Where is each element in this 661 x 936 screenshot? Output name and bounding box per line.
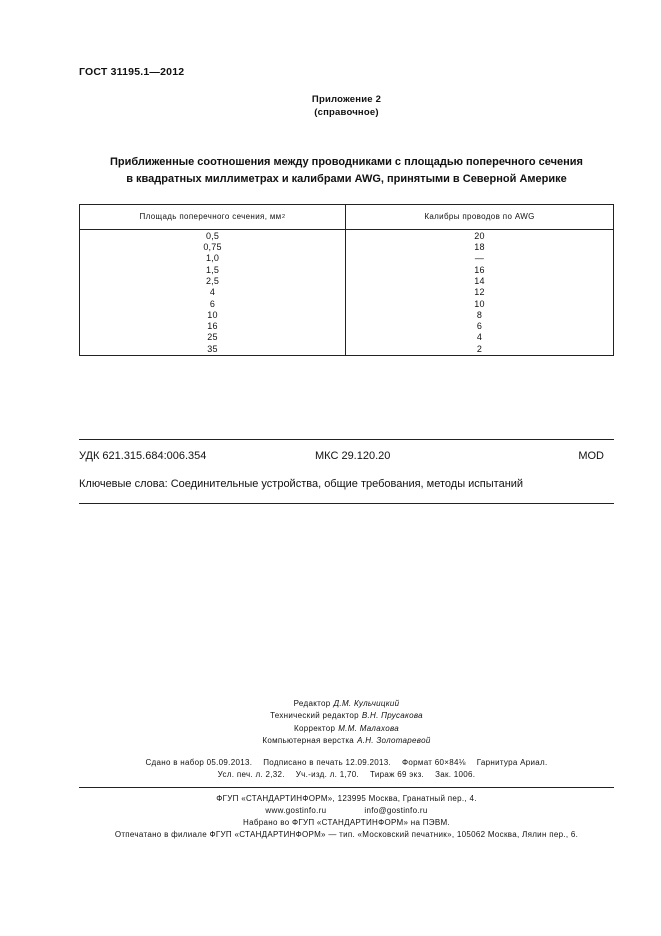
credit-name: Д.М. Кульчицкий	[333, 699, 400, 708]
keywords: Ключевые слова: Соединительные устройства, общие требования, методы испытаний	[79, 478, 524, 490]
typeset-note: Набрано во ФГУП «СТАНДАРТИНФОРМ» на ПЭВМ.	[243, 818, 450, 827]
area-cell: 4	[209, 287, 216, 298]
awg-cell: 4	[476, 332, 483, 343]
credit-corrector	[79, 723, 614, 735]
awg-cell: 16	[474, 264, 485, 275]
order-number: Зак. 1006.	[435, 770, 476, 779]
publisher-info	[79, 793, 614, 841]
area-cell: 25	[207, 332, 218, 343]
print-sheets: Усл. печ. л. 2,32.	[217, 770, 285, 779]
credit-name: М.М. Малахова	[338, 723, 399, 733]
submitted-date: Сдано в набор 05.09.2013.	[145, 758, 253, 767]
credit-role: Компьютерная верстка	[262, 736, 355, 746]
table-title-line-2: в квадратных миллиметрах и калибрами AWG, принятыми в Северной Америке	[126, 172, 567, 185]
classification-row	[79, 449, 604, 463]
awg-column-body	[346, 230, 613, 355]
area-cell: 6	[209, 298, 216, 309]
print-run: Тираж 69 экз.	[370, 770, 425, 779]
awg-cell: 6	[476, 321, 483, 332]
credit-name: А.Н. Золотаревой	[357, 736, 431, 746]
publisher-website: www.gostinfo.ru	[265, 806, 327, 815]
credit-tech-editor	[79, 710, 614, 722]
print-info-line-1	[79, 757, 614, 769]
area-column-header-text: Площадь поперечного сечения, мм	[139, 212, 282, 222]
area-cell: 16	[207, 321, 218, 332]
mod-label: MOD	[578, 450, 604, 462]
appendix-title: Приложение 2	[311, 94, 382, 105]
divider-bottom	[79, 787, 614, 788]
credit-editor	[79, 698, 614, 710]
document-code: ГОСТ 31195.1—2012	[79, 66, 185, 78]
appendix-heading	[79, 93, 614, 119]
awg-cell: 8	[476, 309, 483, 320]
area-cell: 2,5	[205, 275, 220, 286]
area-cell: 0,5	[205, 230, 220, 241]
table-title-line-1: Приближенные соотношения между проводниками с площадью поперечного сечения	[110, 155, 583, 168]
awg-cell: —	[474, 253, 485, 264]
awg-cell: 14	[474, 275, 485, 286]
area-cell: 35	[207, 343, 218, 354]
awg-column	[346, 205, 613, 355]
appendix-subtitle: (справочное)	[314, 107, 379, 118]
paper-format: Формат 60×84⅛	[402, 758, 466, 767]
awg-cell: 18	[474, 242, 485, 253]
publisher-address: ФГУП «СТАНДАРТИНФОРМ», 123995 Москва, Гранатный пер., 4.	[216, 794, 477, 803]
divider-top	[79, 439, 614, 440]
divider-middle	[79, 503, 614, 504]
area-column	[80, 205, 346, 355]
credit-role: Корректор	[293, 723, 336, 733]
udk-code: УДК 621.315.684:006.354	[79, 450, 207, 462]
credit-name: В.Н. Прусакова	[361, 711, 423, 721]
credit-layout	[79, 735, 614, 747]
publisher-email: info@gostinfo.ru	[364, 806, 428, 815]
area-column-body	[80, 230, 345, 355]
awg-column-header: Калибры проводов по AWG	[346, 205, 613, 230]
awg-cell: 2	[476, 343, 483, 354]
signed-date: Подписано в печать 12.09.2013.	[263, 758, 392, 767]
credit-role: Редактор	[293, 699, 331, 708]
credits-block	[79, 698, 614, 748]
typeface: Гарнитура Ариал.	[476, 758, 548, 767]
publisher-sheets: Уч.-изд. л. 1,70.	[295, 770, 359, 779]
area-cell: 10	[207, 309, 218, 320]
area-column-header: Площадь поперечного сечения, мм 2	[80, 205, 345, 230]
awg-cell: 20	[474, 230, 485, 241]
area-cell: 0,75	[203, 242, 222, 253]
awg-conversion-table	[79, 204, 614, 356]
awg-cell: 12	[474, 287, 485, 298]
area-cell: 1,5	[205, 264, 220, 275]
print-info	[79, 757, 614, 781]
credit-role: Технический редактор	[270, 711, 359, 721]
awg-cell: 10	[474, 298, 485, 309]
mks-code: МКС 29.120.20	[315, 450, 391, 462]
table-title	[79, 154, 614, 188]
publisher-contacts	[79, 805, 614, 817]
area-cell: 1,0	[205, 253, 220, 264]
printed-note: Отпечатано в филиале ФГУП «СТАНДАРТИНФОРМ» — тип. «Московский печатник», 105062 Москва, Лялин пер., 6.	[114, 830, 579, 839]
print-info-line-2	[79, 769, 614, 781]
